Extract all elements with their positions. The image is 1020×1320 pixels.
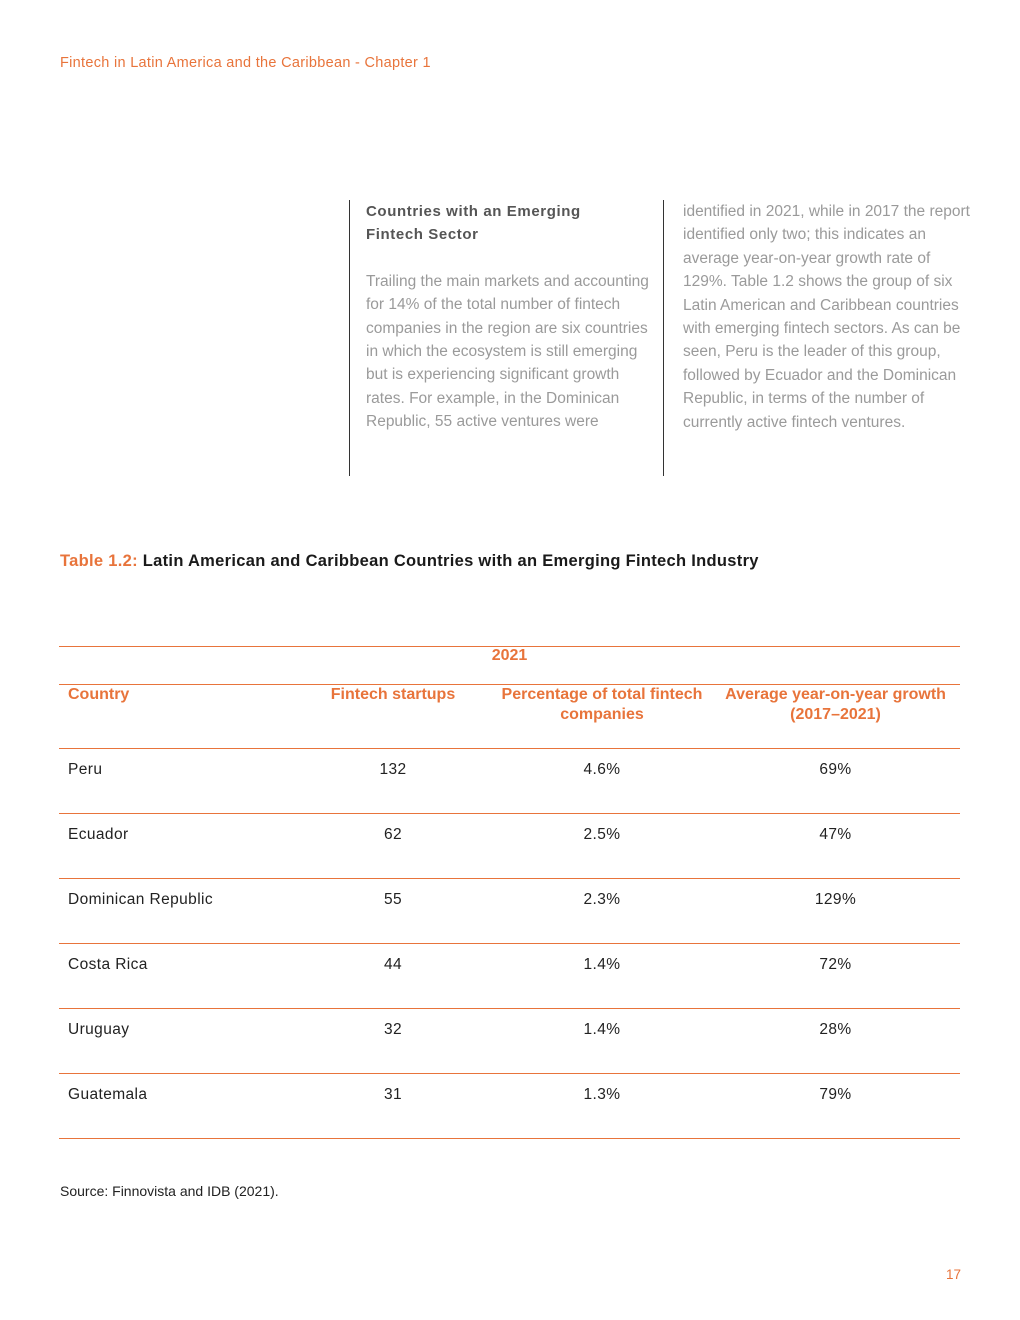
cell-startups: 31 bbox=[293, 1074, 493, 1139]
section-heading-line1: Countries with an Emerging bbox=[366, 203, 581, 220]
cell-growth: 69% bbox=[711, 749, 960, 814]
cell-percentage: 1.4% bbox=[493, 1009, 711, 1074]
table-caption-label: Table 1.2: bbox=[60, 552, 138, 570]
body-paragraph-right: identified in 2021, while in 2017 the report identified only two; this indicates an average year-on-year growth rate of 129%. Table 1.2 shows the group of six Latin American and Caribbean countries with emerging fintech sectors. As can be seen, Peru is the leader of this group, followed by Ecuador and the Dominican Republic, in terms of the number of currently active fintech ventures. bbox=[683, 203, 970, 431]
source-note: Source: Finnovista and IDB (2021). bbox=[60, 1183, 279, 1199]
section-heading-line2: Fintech Sector bbox=[366, 226, 479, 244]
cell-country: Peru bbox=[59, 749, 293, 814]
table-row bbox=[59, 1074, 960, 1139]
table-row bbox=[59, 879, 960, 944]
text-column-left bbox=[349, 200, 656, 476]
column-header-growth: Average year-on-year growth (2017–2021) bbox=[711, 685, 960, 749]
cell-percentage: 2.5% bbox=[493, 814, 711, 879]
table-header-row bbox=[59, 685, 960, 749]
table-caption bbox=[60, 552, 759, 571]
table-row bbox=[59, 944, 960, 1009]
running-header: Fintech in Latin America and the Caribbean - Chapter 1 bbox=[60, 55, 431, 71]
table-caption-title: Latin American and Caribbean Countries with an Emerging Fintech Industry bbox=[142, 552, 759, 570]
table-year-header: 2021 bbox=[59, 647, 960, 685]
body-paragraph-left: Trailing the main markets and accounting for 14% of the total number of fintech companies in the region are six countries in which the ecosystem is still emerging but is experiencing significant growth rates. For example, in the Dominican Republic, 55 active ventures were bbox=[366, 272, 649, 431]
cell-country: Dominican Republic bbox=[59, 879, 293, 944]
cell-growth: 47% bbox=[711, 814, 960, 879]
page-number: 17 bbox=[946, 1267, 962, 1282]
cell-startups: 132 bbox=[293, 749, 493, 814]
cell-startups: 32 bbox=[293, 1009, 493, 1074]
table-row bbox=[59, 749, 960, 814]
cell-startups: 55 bbox=[293, 879, 493, 944]
cell-country: Guatemala bbox=[59, 1074, 293, 1139]
cell-growth: 72% bbox=[711, 944, 960, 1009]
cell-percentage: 4.6% bbox=[493, 749, 711, 814]
cell-startups: 62 bbox=[293, 814, 493, 879]
section-heading bbox=[366, 200, 656, 247]
table-row bbox=[59, 1009, 960, 1074]
table-row bbox=[59, 814, 960, 879]
cell-growth: 129% bbox=[711, 879, 960, 944]
column-header-country: Country bbox=[59, 685, 293, 749]
cell-percentage: 1.3% bbox=[493, 1074, 711, 1139]
table-year-row bbox=[59, 647, 960, 685]
cell-growth: 28% bbox=[711, 1009, 960, 1074]
cell-percentage: 1.4% bbox=[493, 944, 711, 1009]
cell-percentage: 2.3% bbox=[493, 879, 711, 944]
text-column-right bbox=[663, 200, 973, 476]
cell-country: Uruguay bbox=[59, 1009, 293, 1074]
column-header-percentage: Percentage of total fintech companies bbox=[493, 685, 711, 749]
cell-country: Ecuador bbox=[59, 814, 293, 879]
column-header-startups: Fintech startups bbox=[293, 685, 493, 749]
cell-country: Costa Rica bbox=[59, 944, 293, 1009]
fintech-table bbox=[59, 646, 960, 1139]
cell-startups: 44 bbox=[293, 944, 493, 1009]
cell-growth: 79% bbox=[711, 1074, 960, 1139]
